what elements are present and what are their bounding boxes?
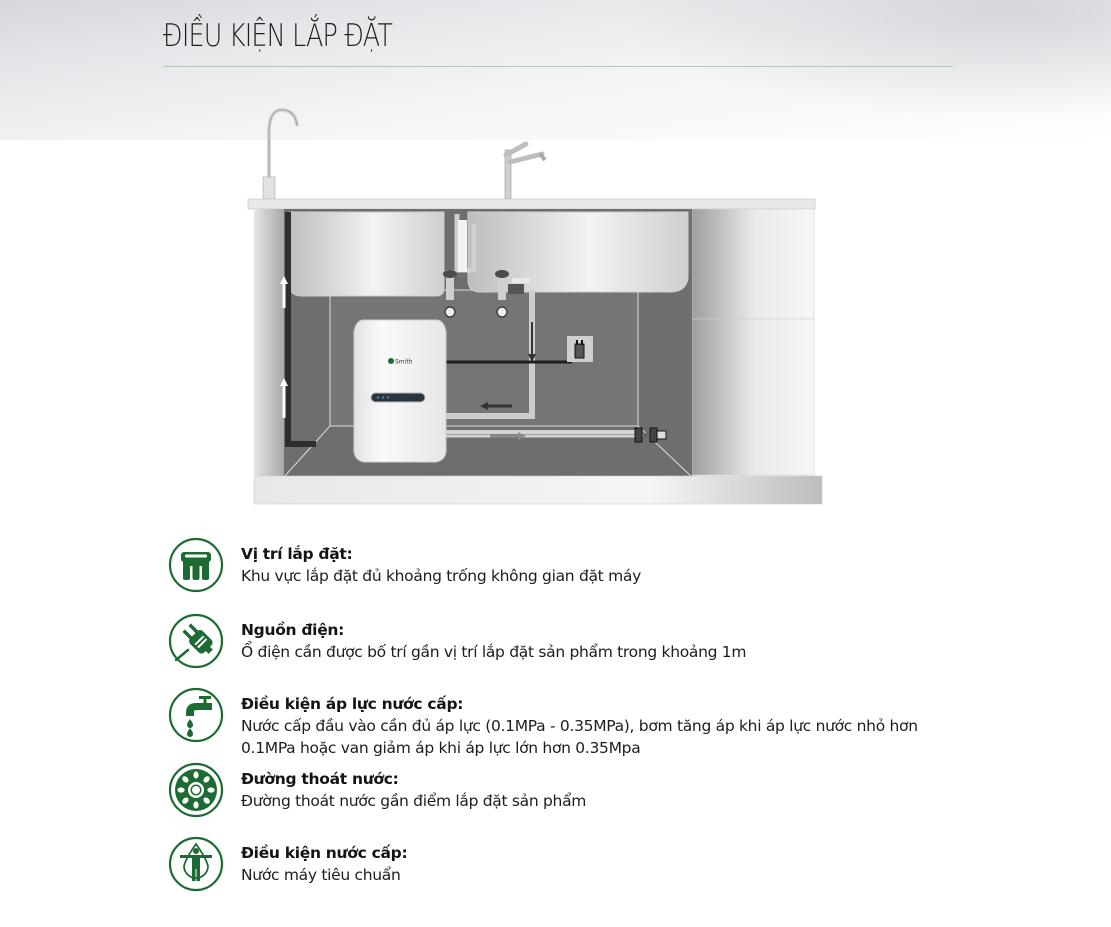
water-tap-icon bbox=[168, 687, 224, 743]
countertop bbox=[248, 199, 815, 209]
kitchen-faucet bbox=[505, 144, 545, 199]
requirement-title: Điều kiện nước cấp: bbox=[241, 844, 408, 862]
requirement-description: Khu vực lắp đặt đủ khoảng trống không gian đặt máy bbox=[241, 567, 641, 585]
requirement-description: Ổ điện cần được bố trí gần vị trí lắp đặt sản phẩm trong khoảng 1m bbox=[241, 643, 747, 661]
drain-icon bbox=[168, 762, 224, 818]
ro-faucet bbox=[263, 110, 297, 199]
requirement-description-line-2: 0.1MPa hoặc van giảm áp khi áp lực lớn hơn 0.35Mpa bbox=[241, 739, 641, 757]
requirement-title: Đường thoát nước: bbox=[241, 770, 399, 788]
requirement-description-line-1: Nước cấp đầu vào cần đủ áp lực (0.1MPa - 0.35MPa), bơm tăng áp khi áp lực nước nhỏ hơn bbox=[241, 717, 918, 735]
page-title: ĐIỀU KIỆN LẮP ĐẶT bbox=[163, 18, 393, 54]
power-plug-icon bbox=[168, 613, 224, 669]
cabinet-base bbox=[254, 476, 822, 504]
side-drawer-top bbox=[692, 209, 814, 319]
sink-bowl-left bbox=[288, 212, 444, 296]
brand-logo: Smith bbox=[395, 358, 413, 366]
water-purifier-unit bbox=[354, 320, 446, 462]
requirement-title: Nguồn điện: bbox=[241, 621, 345, 639]
requirement-description: Nước máy tiêu chuẩn bbox=[241, 866, 401, 884]
requirement-title: Điều kiện áp lực nước cấp: bbox=[241, 695, 464, 713]
side-drawer-bottom bbox=[692, 319, 814, 475]
filter-cartridge-icon bbox=[168, 537, 224, 593]
requirement-description: Đường thoát nước gần điểm lắp đặt sản phẩm bbox=[241, 792, 587, 810]
requirement-title: Vị trí lắp đặt: bbox=[241, 545, 353, 563]
installation-diagram bbox=[240, 100, 840, 520]
title-divider bbox=[163, 66, 953, 67]
water-quality-icon bbox=[168, 836, 224, 892]
